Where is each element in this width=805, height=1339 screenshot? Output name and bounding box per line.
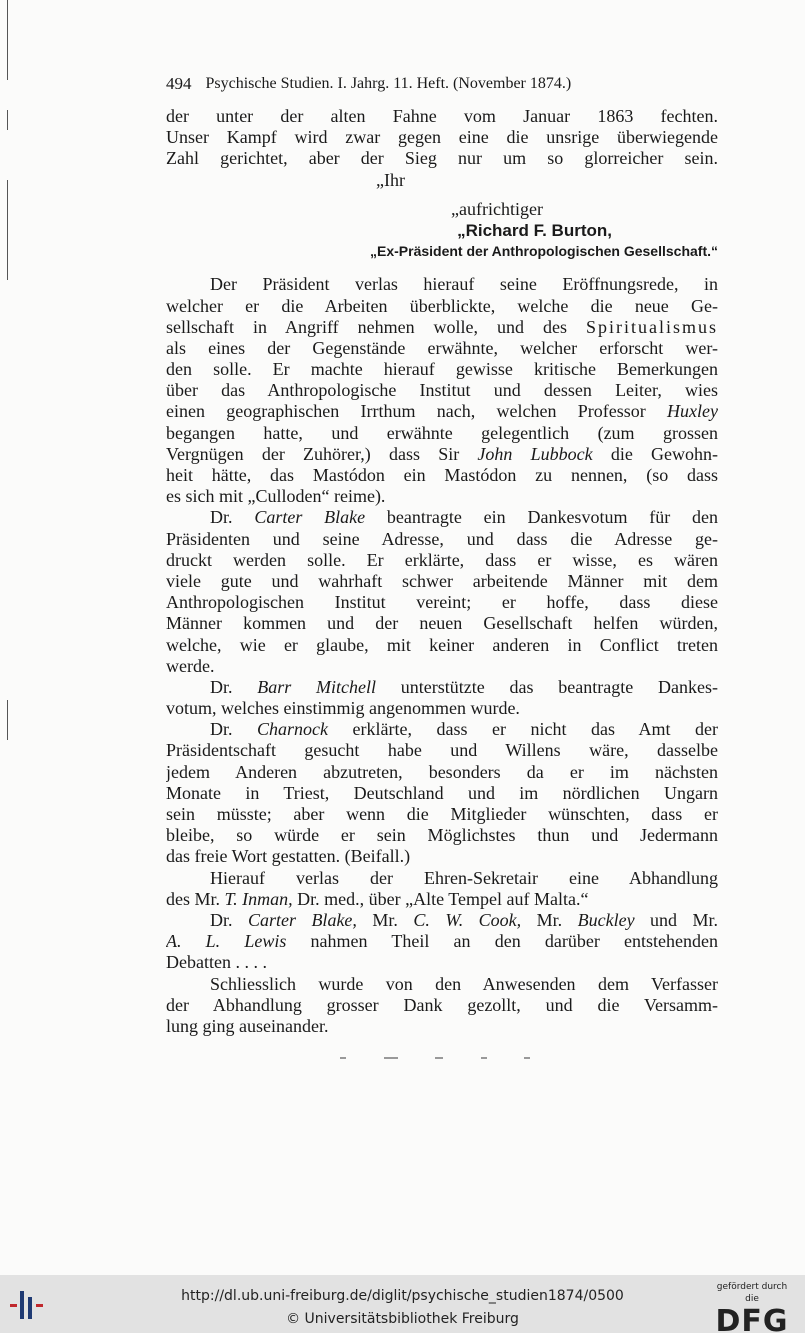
italic-name: A. L. Lewis (166, 931, 287, 952)
text-line: sellschaft in Angriff nehmen wolle, und des Spiritualismus (166, 316, 718, 337)
italic-name: Barr Mitchell (257, 676, 377, 697)
signature-aufrichtiger: „aufrichtiger (451, 198, 543, 219)
text-line: begangen hatte, und erwähnte gelegentlich (zum grossen (166, 422, 718, 443)
page-number: 494 (166, 74, 192, 93)
paragraph-debates (166, 910, 718, 974)
text-line: Dr. Carter Blake, Mr. C. W. Cook, Mr. Buckley und Mr. (210, 909, 718, 930)
text-line: druckt werden solle. Er erklärte, dass er wisse, es wären (166, 549, 718, 570)
text-line: Der Präsident verlas hierauf seine Eröffnungsrede, in (210, 274, 718, 295)
signature-ihr: „Ihr (376, 169, 405, 190)
text-line: votum, welches einstimmig angenommen wurde. (166, 698, 520, 719)
library-footer (0, 1275, 805, 1339)
text-line: Dr. Carter Blake beantragte ein Dankesvotum für den (210, 507, 718, 528)
text-line: Männer kommen und der neuen Gesellschaft helfen würden, (166, 613, 718, 634)
text-line: werde. (166, 655, 215, 676)
italic-name: John Lubbock (477, 443, 593, 464)
text-line: Anthropologischen Institut vereint; er hoffe, dass diese (166, 592, 718, 613)
text-line: sein müsste; aber wenn die Mitglieder wünschten, dass er (166, 804, 718, 824)
scan-edge-mark (7, 700, 8, 740)
italic-name: Charnock (257, 719, 329, 740)
text-line: Dr. Barr Mitchell unterstützte das beantragte Dankes- (210, 676, 718, 697)
copyright-notice: © Universitätsbibliothek Freiburg (286, 1311, 519, 1327)
scan-edge-mark (7, 110, 8, 130)
text-line: den solle. Er machte hierauf gewisse kritische Bemerkungen (166, 359, 718, 380)
text-line: des Mr. T. Inman, Dr. med., über „Alte Tempel auf Malta.“ (166, 888, 589, 909)
spaced-emphasis: Spiritualismus (585, 316, 718, 337)
running-header (166, 70, 718, 98)
signature-role: „Ex-Präsident der Anthropologischen Gesellschaft.“ (370, 243, 718, 260)
text-line: der unter der alten Fahne vom Januar 1863 fechten. (166, 106, 718, 126)
text-line: viele gute und wahrhaft schwer arbeitende Männer mit dem (166, 570, 718, 591)
dfg-funding-note: gefördert durch die (716, 1282, 788, 1304)
text-line: Schliesslich wurde von den Anwesenden dem Verfasser (210, 973, 718, 994)
paragraph-barr-mitchell (166, 677, 718, 719)
text-line: A. L. Lewis nahmen Theil an den darüber entstehenden (166, 931, 718, 952)
text-line: über das Anthropologische Institut und dessen Leiter, wies (166, 380, 718, 401)
text-line: lung ging auseinander. (166, 1015, 329, 1036)
paragraph-presidential-address (166, 274, 718, 507)
italic-name: T. Inman, (224, 888, 293, 909)
italic-name: Carter Blake (254, 507, 366, 528)
text-line: einen geographischen Irrthum nach, welchen Professor Huxley (166, 401, 718, 422)
text-line: Monate in Triest, Deutschland und im nördlichen Ungarn (166, 782, 718, 803)
text-line: Zahl gerichtet, aber der Sieg nur um so glorreicher sein. (166, 148, 718, 169)
text-line: Präsidentschaft gesucht habe und Willens wäre, dasselbe (166, 740, 718, 761)
text-line: heit hätte, das Mastódon ein Mastódon zu nennen, (so dass (166, 465, 718, 485)
text-line: jedem Anderen abzutreten, besonders da er im nächsten (166, 761, 718, 782)
italic-name: Huxley (667, 401, 718, 422)
text-line: der Abhandlung grosser Dank gezollt, und die Versamm- (166, 994, 718, 1015)
text-line: es sich mit „Culloden“ reime). (166, 486, 386, 507)
italic-name: Buckley (577, 909, 635, 930)
italic-name: Carter Blake, (247, 909, 357, 930)
section-end-rule (340, 1057, 530, 1061)
paragraph-conclusion (166, 974, 718, 1038)
letter-closing (166, 106, 718, 170)
text-line: Präsidenten und seine Adresse, und dass die Adresse ge- (166, 528, 718, 549)
dfg-logo (709, 1281, 795, 1339)
dfg-wordmark: DFG (715, 1304, 789, 1339)
text-line: Hierauf verlas der Ehren-Sekretair eine Abhandlung (210, 867, 718, 888)
paragraph-carter-blake (166, 507, 718, 677)
permalink-url[interactable]: http://dl.ub.uni-freiburg.de/diglit/psychische_studien1874/0500 (181, 1288, 624, 1304)
paragraph-inman-treatise (166, 868, 718, 910)
italic-name: C. W. Cook, (413, 909, 522, 930)
text-line: Vergnügen der Zuhörer,) dass Sir John Lubbock die Gewohn- (166, 443, 718, 464)
running-title: Psychische Studien. I. Jahrg. 11. Heft. (November 1874.) (205, 75, 572, 92)
text-line: als eines der Gegenstände erwähnte, welcher erforscht wer- (166, 337, 718, 358)
text-line: welcher er die Arbeiten überblickte, welche die neue Ge- (166, 295, 718, 316)
text-line: bleibe, so würde er sein Möglichstes thun und Jedermann (166, 825, 718, 846)
paragraph-charnock (166, 719, 718, 867)
text-line: Unser Kampf wird zwar gegen eine die unsrige überwiegende (166, 127, 718, 148)
text-line: welche, wie er glaube, mit keiner anderen in Conflict treten (166, 634, 718, 655)
text-line: das freie Wort gestatten. (Beifall.) (166, 846, 411, 867)
text-line: Dr. Charnock erklärte, dass er nicht das Amt der (210, 719, 718, 740)
page-text-block (166, 70, 718, 1037)
scan-edge-mark (7, 180, 8, 280)
scan-edge-mark (7, 0, 8, 80)
text-line: Debatten . . . . (166, 952, 267, 973)
signature-name: „Richard F. Burton, (457, 220, 612, 240)
